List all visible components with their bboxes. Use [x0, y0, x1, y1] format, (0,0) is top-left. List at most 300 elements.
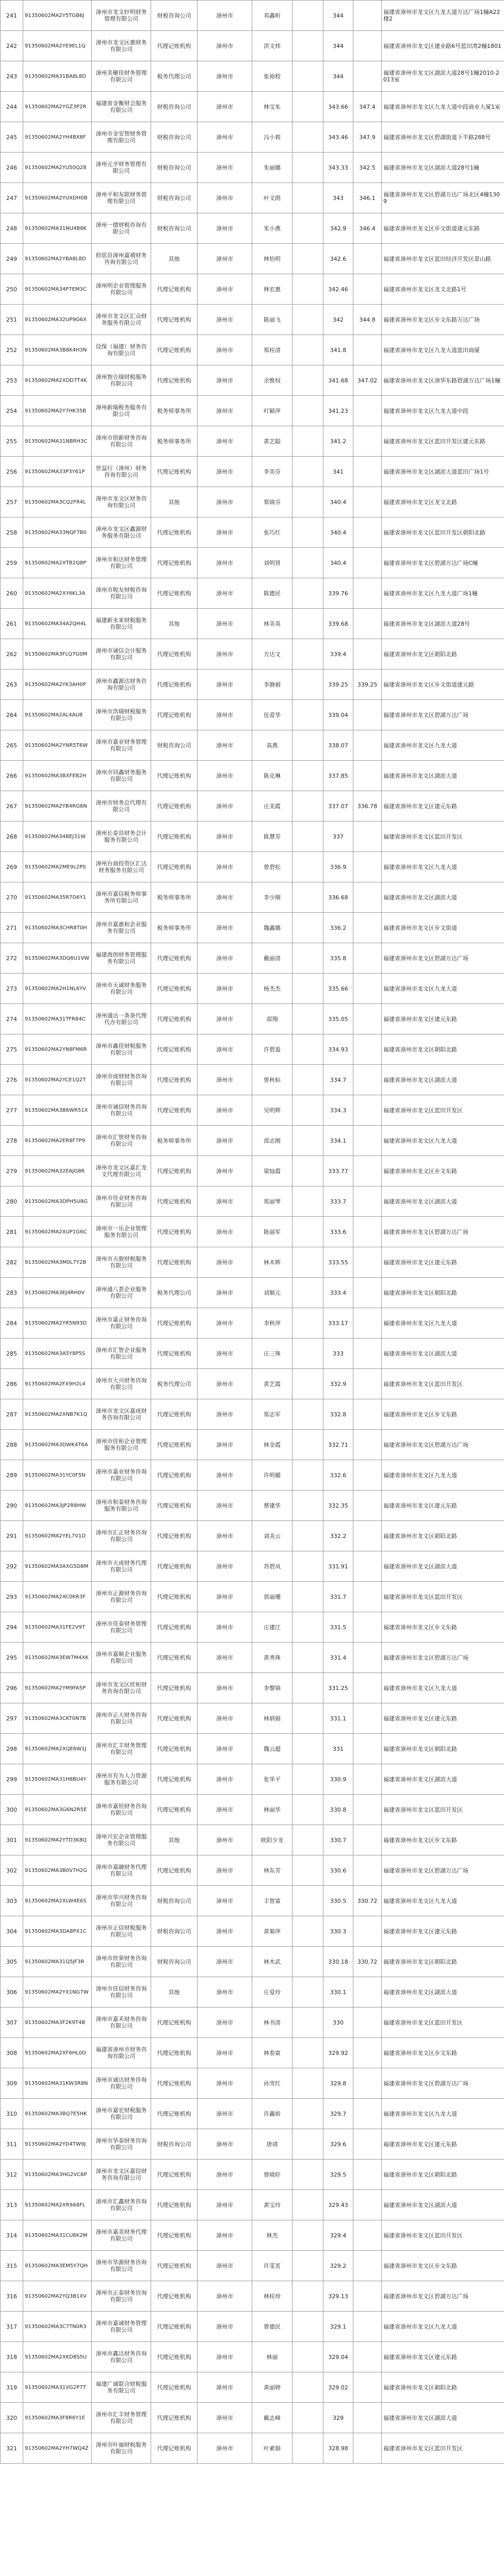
address-cell: 福建省漳州市龙文区湖滨大道: [382, 1764, 504, 1795]
address-cell: 福建省漳州市龙文区建元东路: [382, 1916, 504, 1947]
row-number-cell: 260: [1, 578, 23, 609]
org-type-cell: 代理记账机构: [151, 822, 198, 852]
credit-code-cell: 91350602MA3B0V7H2G: [23, 1855, 92, 1886]
address-cell: 福建省漳州市龙文区湖滨大道蓝田广场1号: [382, 457, 504, 487]
company-name-cell: 漳州市汇智企业服务有限公司: [92, 1339, 151, 1369]
company-name-cell: 漳州市嘉融财务代理有限公司: [92, 1855, 151, 1886]
table-row: [1, 1278, 504, 1308]
org-type-cell: 代理记账机构: [151, 2251, 198, 2281]
score-2-cell: [353, 31, 382, 61]
score-1-cell: [292, 2038, 323, 2068]
total-score-cell: 344: [323, 31, 353, 61]
total-score-cell: 329.92: [323, 2038, 353, 2068]
score-1-cell: [292, 1186, 323, 1217]
contact-person-cell: 林春富: [252, 2038, 292, 2068]
org-type-cell: 代理记账机构: [151, 2099, 198, 2129]
row-number-cell: 294: [1, 1612, 23, 1643]
score-2-cell: [353, 2038, 382, 2068]
row-number-cell: 256: [1, 457, 23, 487]
org-type-cell: 财税咨询公司: [151, 183, 198, 213]
table-row: [1, 2008, 504, 2038]
row-number-cell: 283: [1, 1278, 23, 1308]
address-cell: 福建省漳州市龙文区建元东路: [382, 2129, 504, 2160]
score-1-cell: [292, 517, 323, 548]
city-cell: 漳州市: [198, 822, 252, 852]
address-cell: 福建省漳州市龙文区九龙大道中段商业大厦1室: [382, 92, 504, 122]
credit-code-cell: 91350602MA2ME9L2P0: [23, 852, 92, 882]
city-cell: 漳州市: [198, 1186, 252, 1217]
row-number-cell: 266: [1, 761, 23, 791]
org-type-cell: 代理记账机构: [151, 1308, 198, 1339]
address-cell: 福建省漳州市龙文区朝阳北路: [382, 2372, 504, 2403]
total-score-cell: 333.77: [323, 1156, 353, 1186]
contact-person-cell: 吴明辉: [252, 1095, 292, 1126]
contact-person-cell: 曾秋标: [252, 1065, 292, 1095]
total-score-cell: 330.6: [323, 1855, 353, 1886]
credit-code-cell: 91350602MA3B8K4H3N: [23, 335, 92, 365]
score-2-cell: [353, 2312, 382, 2342]
company-name-cell: 漳州市龙文区汇众财务服务有限公司: [92, 305, 151, 335]
contact-person-cell: 林宏惠: [252, 274, 292, 305]
address-cell: 福建省漳州市龙文区九龙大道: [382, 1126, 504, 1156]
contact-person-cell: 庄建江: [252, 1612, 292, 1643]
address-cell: 福建省漳州市龙文区湖滨大道: [382, 761, 504, 791]
total-score-cell: 331.5: [323, 1612, 353, 1643]
credit-code-cell: 91350602MA3EM5Y7QH: [23, 2251, 92, 2281]
row-number-cell: 250: [1, 274, 23, 305]
score-2-cell: [353, 943, 382, 974]
org-type-cell: 代理记账机构: [151, 1339, 198, 1369]
row-number-cell: 313: [1, 2190, 23, 2220]
row-number-cell: 303: [1, 1886, 23, 1916]
credit-code-cell: 91350602MA2XY6KL3A: [23, 578, 92, 609]
score-1-cell: [292, 609, 323, 639]
org-type-cell: 代理记账机构: [151, 2312, 198, 2342]
table-row: [1, 1855, 504, 1886]
city-cell: 漳州市: [198, 365, 252, 396]
total-score-cell: 328.98: [323, 2433, 353, 2464]
org-type-cell: 税务师事务所: [151, 1126, 198, 1156]
org-type-cell: 代理记账机构: [151, 1612, 198, 1643]
address-cell: 福建省漳州市龙文区蓝田开发区: [382, 2008, 504, 2038]
score-1-cell: [292, 1855, 323, 1886]
total-score-cell: 330.9: [323, 1764, 353, 1795]
row-number-cell: 262: [1, 639, 23, 670]
score-1-cell: [292, 2433, 323, 2464]
org-type-cell: 代理记账机构: [151, 1521, 198, 1551]
city-cell: 漳州市: [198, 670, 252, 700]
contact-person-cell: 林宝朱: [252, 92, 292, 122]
score-2-cell: [353, 1, 382, 31]
credit-code-cell: 91350602MA2YD4TW9J: [23, 2129, 92, 2160]
address-cell: 福建省漳州市龙文区步文东路: [382, 1156, 504, 1186]
city-cell: 漳州市: [198, 244, 252, 274]
address-cell: 福建省漳州市龙文区九龙大道: [382, 1308, 504, 1339]
contact-person-cell: 刘美云: [252, 1521, 292, 1551]
contact-person-cell: 叶素娟: [252, 2433, 292, 2464]
city-cell: 漳州市: [198, 2281, 252, 2312]
org-type-cell: 代理记账机构: [151, 1065, 198, 1095]
credit-code-cell: 91350602MA3DWK4T6A: [23, 1430, 92, 1460]
score-2-cell: 342.5: [353, 153, 382, 183]
row-number-cell: 293: [1, 1582, 23, 1612]
table-row: [1, 92, 504, 122]
table-row: [1, 1764, 504, 1795]
score-1-cell: [292, 1004, 323, 1034]
credit-code-cell: 91350602MA31NBRH3C: [23, 426, 92, 457]
city-cell: 漳州市: [198, 913, 252, 943]
contact-person-cell: 曾晓轩: [252, 2160, 292, 2190]
company-name-cell: 漳州市嘉正财务咨询有限公司: [92, 1308, 151, 1339]
credit-code-cell: 91350602MA2YE9EL1Q: [23, 31, 92, 61]
score-1-cell: [292, 1582, 323, 1612]
company-name-cell: 漳州市龙文区惠财务有限公司: [92, 31, 151, 61]
score-2-cell: 346.4: [353, 213, 382, 244]
table-row: [1, 183, 504, 213]
company-name-cell: 漳州市汇管财务咨询有限公司: [92, 1126, 151, 1156]
city-cell: 漳州市: [198, 1612, 252, 1643]
city-cell: 漳州市: [198, 1460, 252, 1491]
table-row: [1, 305, 504, 335]
total-score-cell: 331.1: [323, 1703, 353, 1734]
contact-person-cell: 郑桂清: [252, 335, 292, 365]
row-number-cell: 297: [1, 1703, 23, 1734]
org-type-cell: 代理记账机构: [151, 974, 198, 1004]
contact-person-cell: 魏云超: [252, 1734, 292, 1764]
city-cell: 漳州市: [198, 1156, 252, 1186]
row-number-cell: 309: [1, 2068, 23, 2099]
city-cell: 漳州市: [198, 578, 252, 609]
org-type-cell: 财税咨询公司: [151, 1, 198, 31]
company-name-cell: 漳州市龙文区嘉汇龙文代理有限公司: [92, 1156, 151, 1186]
row-number-cell: 315: [1, 2251, 23, 2281]
contact-person-cell: 许明媚: [252, 1460, 292, 1491]
score-1-cell: [292, 882, 323, 913]
contact-person-cell: 梁灿霞: [252, 1156, 292, 1186]
credit-code-cell: 91350602MA2AL4AU8: [23, 700, 92, 730]
city-cell: 漳州市: [198, 1430, 252, 1460]
credit-code-cell: 91350602MA3M0L7Y2B: [23, 1247, 92, 1278]
total-score-cell: 331.25: [323, 1673, 353, 1703]
score-1-cell: [292, 1491, 323, 1521]
total-score-cell: 343: [323, 183, 353, 213]
total-score-cell: 330.18: [323, 1947, 353, 1977]
org-type-cell: 代理记账机构: [151, 1551, 198, 1582]
score-2-cell: [353, 1977, 382, 2008]
score-2-cell: [353, 1521, 382, 1551]
table-row: [1, 1825, 504, 1855]
address-cell: 福建省漳州市龙文区碧湖万达广场C幢: [382, 548, 504, 578]
org-type-cell: 代理记账机构: [151, 2372, 198, 2403]
score-1-cell: [292, 183, 323, 213]
score-1-cell: [292, 1947, 323, 1977]
credit-code-cell: 91350602MA3C7TN0R3: [23, 2312, 92, 2342]
credit-code-cell: 91350602MA35R7D6Y1: [23, 882, 92, 913]
company-name-cell: 漳州市嘉业财务咨询有限公司: [92, 1460, 151, 1491]
company-name-cell: 漳州市和达财务管理有限公司: [92, 548, 151, 578]
row-number-cell: 271: [1, 913, 23, 943]
address-cell: 福建省漳州市龙文区碧湖万达广场: [382, 700, 504, 730]
row-number-cell: 285: [1, 1339, 23, 1369]
table-row: [1, 1004, 504, 1034]
total-score-cell: 332.2: [323, 1521, 353, 1551]
table-row: [1, 61, 504, 92]
score-1-cell: [292, 822, 323, 852]
score-1-cell: [292, 2403, 323, 2433]
credit-code-cell: 91350602MA31BA8L8D: [23, 61, 92, 92]
contact-person-cell: 叶文朗: [252, 183, 292, 213]
company-name-cell: 漳州市汇鑫财务咨询有限公司: [92, 2190, 151, 2220]
score-2-cell: [353, 1551, 382, 1582]
address-cell: 福建省漳州市龙文区碧湖万达广场: [382, 1643, 504, 1673]
contact-person-cell: 李少刚: [252, 882, 292, 913]
address-cell: 福建省漳州市龙文区碧湖万达广场: [382, 1430, 504, 1460]
row-number-cell: 268: [1, 822, 23, 852]
company-name-cell: 漳州市嘉恒财务咨询有限公司: [92, 1795, 151, 1825]
org-type-cell: 代理记账机构: [151, 2281, 198, 2312]
row-number-cell: 319: [1, 2372, 23, 2403]
contact-person-cell: 朱丽娜: [252, 153, 292, 183]
table-row: [1, 1217, 504, 1247]
score-1-cell: [292, 153, 323, 183]
score-2-cell: [353, 274, 382, 305]
org-type-cell: 代理记账机构: [151, 1764, 198, 1795]
address-cell: 福建省漳州市龙文区朝阳北路: [382, 1034, 504, 1065]
credit-code-cell: 91350602MA2YH7WQ4Z: [23, 2433, 92, 2464]
score-1-cell: [292, 2160, 323, 2190]
company-name-cell: 漳州市鑫源达财务咨询有限公司: [92, 670, 151, 700]
city-cell: 漳州市: [198, 1399, 252, 1430]
total-score-cell: 329.13: [323, 2281, 353, 2312]
org-type-cell: 代理记账机构: [151, 1795, 198, 1825]
row-number-cell: 299: [1, 1764, 23, 1795]
org-type-cell: 其他: [151, 1825, 198, 1855]
table-row: [1, 1795, 504, 1825]
org-type-cell: 代理记账机构: [151, 943, 198, 974]
score-2-cell: [353, 1734, 382, 1764]
score-2-cell: [353, 1855, 382, 1886]
address-cell: 福建省漳州市龙文区朝阳北路: [382, 1521, 504, 1551]
company-name-cell: 漳州市华泰财务咨询有限公司: [92, 2129, 151, 2160]
table-row: [1, 2312, 504, 2342]
score-1-cell: [292, 1126, 323, 1156]
table-row: [1, 365, 504, 396]
city-cell: 漳州市: [198, 2129, 252, 2160]
credit-code-cell: 91350602MA2XC0KR3F: [23, 1582, 92, 1612]
contact-person-cell: 冯小莉: [252, 122, 292, 153]
org-type-cell: 税务师事务所: [151, 913, 198, 943]
city-cell: 漳州市: [198, 61, 252, 92]
table-row: [1, 2220, 504, 2251]
city-cell: 漳州市: [198, 1734, 252, 1764]
city-cell: 漳州市: [198, 2068, 252, 2099]
table-row: [1, 2129, 504, 2160]
table-row: [1, 274, 504, 305]
total-score-cell: 333.6: [323, 1217, 353, 1247]
total-score-cell: 335.05: [323, 1004, 353, 1034]
table-row: [1, 2099, 504, 2129]
org-type-cell: 代理记账机构: [151, 457, 198, 487]
table-row: [1, 852, 504, 882]
org-type-cell: 代理记账机构: [151, 2038, 198, 2068]
contact-person-cell: 林木武: [252, 1947, 292, 1977]
total-score-cell: 333.17: [323, 1308, 353, 1339]
city-cell: 漳州市: [198, 305, 252, 335]
row-number-cell: 253: [1, 365, 23, 396]
org-type-cell: 财税咨询公司: [151, 213, 198, 244]
score-1-cell: [292, 1430, 323, 1460]
total-score-cell: 340.4: [323, 548, 353, 578]
total-score-cell: 336.9: [323, 852, 353, 882]
score-2-cell: [353, 1703, 382, 1734]
address-cell: 福建省漳州市龙文区九龙大道: [382, 2312, 504, 2342]
contact-person-cell: 黄菊萍: [252, 1916, 292, 1947]
credit-code-cell: 91350602MA3BXFEB2H: [23, 761, 92, 791]
score-2-cell: [353, 913, 382, 943]
score-2-cell: 346.1: [353, 183, 382, 213]
score-1-cell: [292, 1247, 323, 1278]
org-type-cell: 代理记账机构: [151, 639, 198, 670]
score-2-cell: [353, 974, 382, 1004]
score-1-cell: [292, 365, 323, 396]
org-type-cell: 税务师事务所: [151, 426, 198, 457]
table-row: [1, 1126, 504, 1156]
credit-code-cell: 91350602MA2YM9FA5P: [23, 1673, 92, 1703]
company-name-cell: 漳州市龙文轩明财务管理有限公司: [92, 1, 151, 31]
score-2-cell: [353, 730, 382, 761]
company-name-cell: 漳州市汇丰财务管理有限公司: [92, 2403, 151, 2433]
score-2-cell: [353, 1247, 382, 1278]
score-2-cell: [353, 609, 382, 639]
company-name-cell: 漳州市汇丰财务管理有限公司: [92, 1734, 151, 1764]
score-1-cell: [292, 1399, 323, 1430]
score-2-cell: [353, 2433, 382, 2464]
company-name-cell: 漳州市嘉美财务代理有限公司: [92, 2220, 151, 2251]
org-type-cell: 代理记账机构: [151, 1399, 198, 1430]
score-1-cell: [292, 2312, 323, 2342]
score-2-cell: [353, 1491, 382, 1521]
credit-code-cell: 91350602MA34A2QH4L: [23, 609, 92, 639]
row-number-cell: 296: [1, 1673, 23, 1703]
org-type-cell: 代理记账机构: [151, 578, 198, 609]
row-number-cell: 277: [1, 1095, 23, 1126]
row-number-cell: 270: [1, 882, 23, 913]
city-cell: 漳州市: [198, 92, 252, 122]
row-number-cell: 291: [1, 1521, 23, 1551]
total-score-cell: 332.71: [323, 1430, 353, 1460]
contact-person-cell: 刘顺元: [252, 1278, 292, 1308]
total-score-cell: 331.4: [323, 1643, 353, 1673]
row-number-cell: 286: [1, 1369, 23, 1399]
score-1-cell: [292, 1521, 323, 1551]
city-cell: 漳州市: [198, 1582, 252, 1612]
city-cell: 漳州市: [198, 1004, 252, 1034]
credit-code-cell: 91350602MA31KW3R8N: [23, 2068, 92, 2099]
row-number-cell: 316: [1, 2281, 23, 2312]
credit-code-cell: 91350602MA2YR5N93D: [23, 1308, 92, 1339]
company-name-cell: 漳州市龙文区嘉成财务咨询有限公司: [92, 1399, 151, 1430]
org-type-cell: 财税咨询公司: [151, 92, 198, 122]
company-name-cell: 漳州新瑞税务服务有限公司: [92, 396, 151, 426]
contact-person-cell: 李美芬: [252, 457, 292, 487]
address-cell: 福建省漳州市龙文区湖滨大道: [382, 1186, 504, 1217]
credit-code-cell: 91350602MA31TFR84C: [23, 1004, 92, 1034]
city-cell: 漳州市: [198, 2220, 252, 2251]
score-2-cell: [353, 882, 382, 913]
company-name-cell: 漳州市佳业财务咨询有限公司: [92, 1186, 151, 1217]
address-cell: 福建省漳州市龙文区碧湖万达广场: [382, 2068, 504, 2099]
total-score-cell: 330.3: [323, 1916, 353, 1947]
score-1-cell: [292, 1, 323, 31]
address-cell: 福建省漳州市龙文区湖滨大道: [382, 2403, 504, 2433]
contact-person-cell: 魏鑫娜: [252, 913, 292, 943]
score-1-cell: [292, 2129, 323, 2160]
table-row: [1, 578, 504, 609]
org-type-cell: 代理记账机构: [151, 2433, 198, 2464]
org-type-cell: 财税咨询公司: [151, 1947, 198, 1977]
table-row: [1, 1886, 504, 1916]
score-2-cell: 336.78: [353, 791, 382, 822]
contact-person-cell: 郑丽琴: [252, 1186, 292, 1217]
city-cell: 漳州市: [198, 1855, 252, 1886]
row-number-cell: 243: [1, 61, 23, 92]
contact-person-cell: 庄爱玲: [252, 1977, 292, 2008]
credit-code-cell: 91350602MA31Q5JF3R: [23, 1947, 92, 1977]
credit-code-cell: 91350602MA3EW7M4XK: [23, 1643, 92, 1673]
city-cell: 漳州市: [198, 1764, 252, 1795]
table-row: [1, 1339, 504, 1369]
city-cell: 漳州市: [198, 1947, 252, 1977]
score-2-cell: 330.72: [353, 1886, 382, 1916]
company-name-cell: 漳州市嘉顺企业服务有限公司: [92, 1643, 151, 1673]
company-name-cell: 漳州市浩瑞财税服务有限公司: [92, 700, 151, 730]
score-2-cell: 330.72: [353, 1947, 382, 1977]
city-cell: 漳州市: [198, 517, 252, 548]
total-score-cell: 332.6: [323, 1460, 353, 1491]
city-cell: 漳州市: [198, 2312, 252, 2342]
org-type-cell: 代理记账机构: [151, 2220, 198, 2251]
row-number-cell: 273: [1, 974, 23, 1004]
address-cell: 福建省漳州市龙文区碧湖万达广场: [382, 2281, 504, 2312]
company-name-cell: 漳州兴宏企业管理服务有限公司: [92, 1825, 151, 1855]
table-row: [1, 1521, 504, 1551]
address-cell: 福建省漳州市龙文区步文东路: [382, 1825, 504, 1855]
credit-code-cell: 91350602MA2XUP1G6C: [23, 1217, 92, 1247]
score-2-cell: [353, 1065, 382, 1095]
row-number-cell: 248: [1, 213, 23, 244]
table-row: [1, 1734, 504, 1764]
credit-code-cell: 91350602MA2YTD3K8Q: [23, 1825, 92, 1855]
credit-code-cell: 91350602MA2YUXDH0B: [23, 183, 92, 213]
total-score-cell: 330.8: [323, 1795, 353, 1825]
score-2-cell: 339.25: [353, 670, 382, 700]
org-type-cell: 代理记账机构: [151, 1034, 198, 1065]
score-1-cell: [292, 639, 323, 670]
org-type-cell: 其他: [151, 487, 198, 517]
address-cell: 福建省漳州市龙文区蓝田开发区: [382, 2220, 504, 2251]
score-1-cell: [292, 730, 323, 761]
contact-person-cell: 曾碧松: [252, 852, 292, 882]
address-cell: 福建省漳州市龙文区蓝田开发区: [382, 2433, 504, 2464]
table-row: [1, 31, 504, 61]
score-2-cell: [353, 761, 382, 791]
table-row: [1, 122, 504, 153]
row-number-cell: 318: [1, 2342, 23, 2372]
row-number-cell: 310: [1, 2099, 23, 2129]
score-1-cell: [292, 244, 323, 274]
total-score-cell: 341.8: [323, 335, 353, 365]
company-name-cell: 漳州市和泰财务咨询服务有限公司: [92, 1491, 151, 1521]
